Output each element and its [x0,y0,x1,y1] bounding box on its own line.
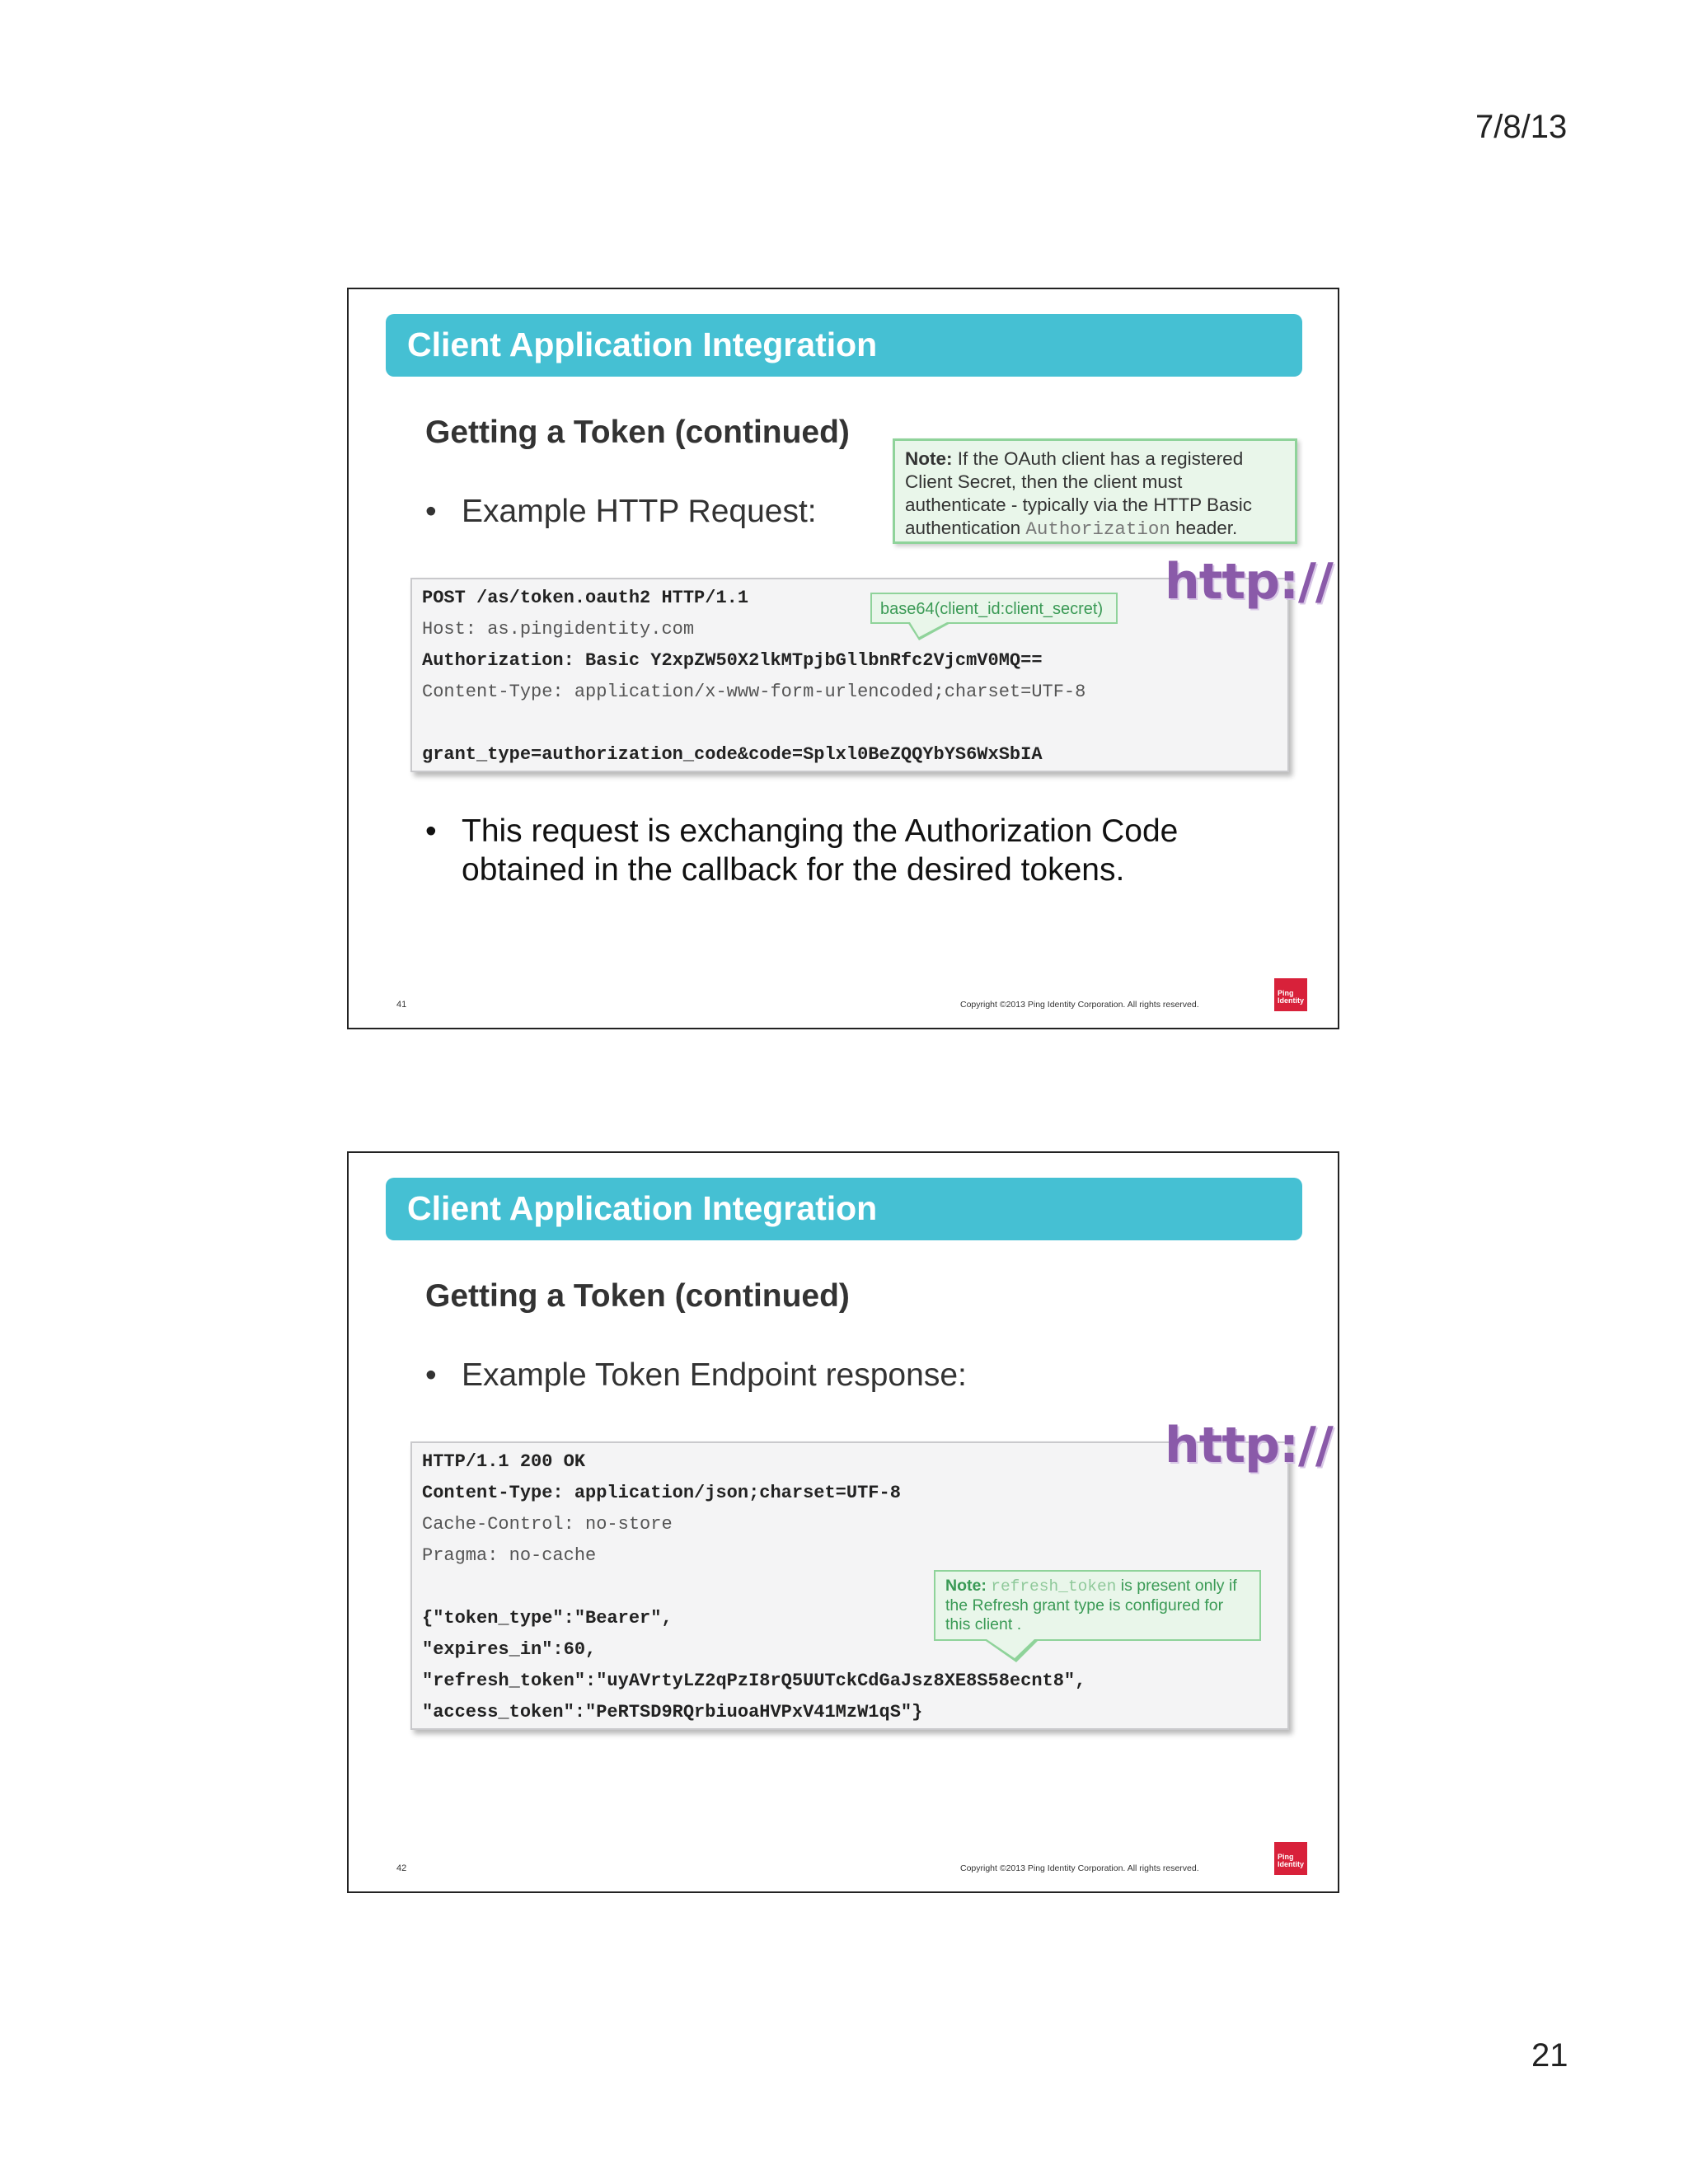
bullet-text: Example HTTP Request: [462,494,817,529]
note-box [893,438,1297,544]
logo-text: Identity [1278,1860,1305,1868]
bullet-item [425,494,817,530]
slide-banner [386,314,1302,377]
note-code-authorization: Authorization [1025,518,1170,540]
note-line-2: the Refresh grant type is configured for [945,1596,1224,1615]
slide-subtitle: Getting a Token (continued) [425,1278,850,1314]
code-line: "access_token":"PeRTSD9RQrbiuoaHVPxV41MzW1qS"} [422,1702,923,1722]
code-line: HTTP/1.1 200 OK [422,1451,586,1472]
code-line: "refresh_token":"uyAVrtyLZ2qPzI8rQ5UUTckCdGaJsz8XE8S58ecnt8", [422,1671,1086,1691]
note-line-3: authenticate - typically via the HTTP Basic [905,494,1253,515]
refresh-token-note [934,1570,1261,1641]
code-line: {"token_type":"Bearer", [422,1608,673,1629]
code-line: Content-Type: application/json;charset=UTF-8 [422,1483,901,1503]
code-line: Cache-Control: no-store [422,1514,673,1535]
code-line: Authorization: Basic Y2xpZW50X2lkMTpjbGllbnRfc2VjcmV0MQ== [422,650,1043,671]
note-line-1: is present only if [1120,1577,1237,1595]
page-date: 7/8/13 [1475,109,1568,145]
bullet-item [425,1357,967,1394]
note-line-3: this client . [945,1615,1022,1633]
base64-callout [870,593,1118,624]
bullet-dot: • [425,813,437,849]
note-line-2: Client Secret, then the client must [905,471,1183,492]
bullet-text: Example Token Endpoint response: [462,1357,967,1393]
code-line: Host: as.pingidentity.com [422,619,695,640]
note-label: Note: [905,448,953,469]
banner-title: Client Application Integration [407,1189,878,1227]
code-line: "expires_in":60, [422,1639,597,1660]
code-line: Pragma: no-cache [422,1545,597,1566]
logo-text: Identity [1278,996,1305,1005]
bullet-text-line-1: This request is exchanging the Authorization Code [462,813,1179,849]
bullet-dot: • [425,494,437,529]
http-logo: http:// [1165,553,1333,611]
slide-number: 41 [396,1000,407,1010]
ping-identity-logo [1274,978,1307,1011]
note-code-refresh-token: refresh_token [991,1577,1117,1596]
slide-42 [347,1151,1339,1893]
note-line-1: If the OAuth client has a registered [957,448,1244,469]
code-line: POST /as/token.oauth2 HTTP/1.1 [422,588,749,608]
bullet-item-2 [425,812,1178,889]
logo-text: Ping [1278,1853,1294,1861]
note-label: Note: [945,1577,987,1595]
page-number: 21 [1531,2037,1568,2074]
banner-title: Client Application Integration [407,326,878,363]
bullet-dot: • [425,1357,437,1393]
http-request-code-block [410,578,1289,772]
copyright-text: Copyright ©2013 Ping Identity Corporation. All rights reserved. [960,1000,1199,1010]
slide-number: 42 [396,1863,407,1873]
slide-banner [386,1178,1302,1240]
logo-text: Ping [1278,989,1294,997]
slide-41 [347,288,1339,1029]
callout-tail-fill [910,622,947,637]
ping-identity-logo [1274,1842,1307,1875]
slide-subtitle: Getting a Token (continued) [425,415,850,450]
copyright-text: Copyright ©2013 Ping Identity Corporation. All rights reserved. [960,1863,1199,1873]
http-logo: http:// [1165,1417,1333,1474]
code-line: grant_type=authorization_code&code=Splxl0BeZQQYbYS6WxSbIA [422,744,1043,765]
bullet-text-line-2: obtained in the callback for the desired tokens. [462,852,1125,888]
code-line: Content-Type: application/x-www-form-urlencoded;charset=UTF-8 [422,682,1086,702]
callout-text: base64(client_id:client_secret) [880,600,1104,618]
note-line-4: authentication [905,518,1021,538]
note-line-4-end: header. [1175,518,1238,538]
note-tail-fill [987,1639,1034,1658]
